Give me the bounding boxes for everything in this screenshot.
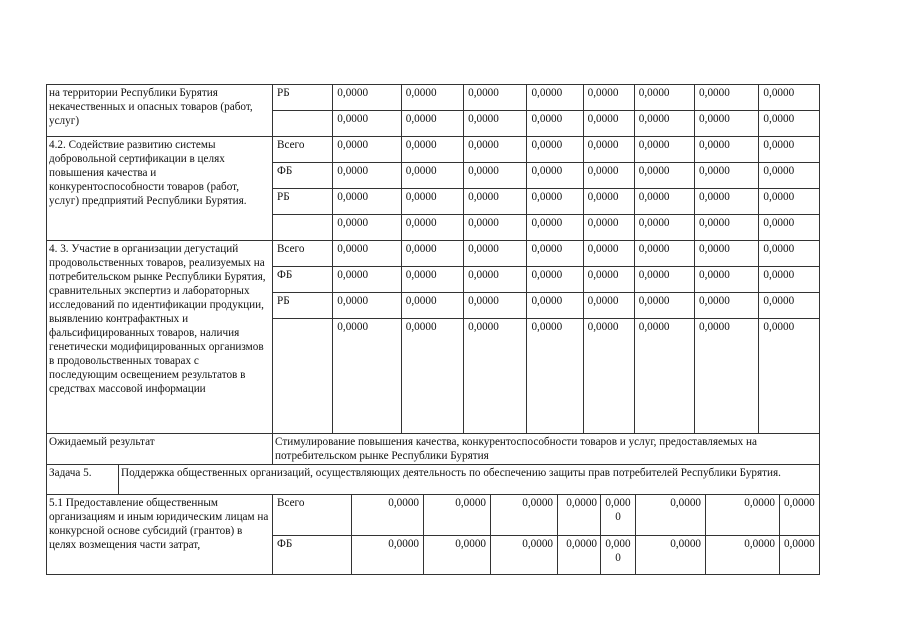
value-cell: 0,0000 (634, 111, 694, 137)
value-cell: 0,0000 (527, 293, 583, 319)
value-cell: 0,0000 (464, 215, 527, 241)
value-cell: 0,0000 (636, 495, 706, 535)
value-cell: 0,0000 (695, 163, 759, 189)
value-cell: 0,0000 (759, 189, 819, 215)
value-cell: 0,0000 (527, 163, 583, 189)
value-cell: 0,0000 (333, 293, 401, 319)
value-cell: 0,0000 (583, 319, 634, 434)
values-inner (273, 495, 819, 535)
value-cell: 0,0000 (634, 293, 694, 319)
funding-source: Всего (273, 137, 333, 163)
value-cell: 0,0000 (527, 137, 583, 163)
value-cell: 0,0000 (759, 319, 819, 434)
value-cell: 0,0000 (401, 137, 463, 163)
value-cell: 0,0000 (464, 319, 527, 434)
funding-source: ФБ (273, 536, 352, 574)
value-cell: 0,0000 (784, 538, 815, 550)
funding-source (273, 319, 333, 434)
values-container (273, 495, 820, 536)
activity-description: 4.2. Содействие развитию системы добровольной сертификации в целях повышения качества и конкурентоспособности товаров (работ, услуг) предприятий Республики Бурятия. (47, 137, 273, 241)
value-cell: 0,0000 (583, 215, 634, 241)
value-cell: 0,0000 (759, 137, 819, 163)
value-cell: 0,0000 (491, 495, 558, 535)
values-container (273, 536, 820, 575)
value-cell: 0,0000 (695, 215, 759, 241)
value-cell: 0,0000 (424, 536, 491, 574)
value-cell: 0,0000 (464, 267, 527, 293)
value-cell: 0,0000 (401, 85, 463, 111)
value-cell: 0,0000 (583, 293, 634, 319)
value-cell: 0,0000 (352, 495, 424, 535)
value-cell: 0,0000 (583, 267, 634, 293)
value-cell: 0,0000 (784, 497, 815, 509)
value-cell: 0,0000 (695, 137, 759, 163)
value-cell: 0,0000 (401, 267, 463, 293)
value-cell: 0,0000 (491, 536, 558, 574)
value-cell: 0,0000 (695, 85, 759, 111)
value-cell: 0,0000 (401, 215, 463, 241)
value-cell: 0,0000 (759, 241, 819, 267)
value-cell: 0,0000 (333, 137, 401, 163)
value-cell: 0,0000 (333, 319, 401, 434)
task-label: Задача 5. (47, 465, 119, 494)
value-cell: 0,0000 (583, 163, 634, 189)
value-cell: 0,0000 (634, 267, 694, 293)
value-cell: 0,0000 (333, 267, 401, 293)
value-cell: 0,0000 (583, 241, 634, 267)
expected-result-label: Ожидаемый результат (47, 434, 273, 465)
value-cell: 0,0000 (583, 189, 634, 215)
funding-source: ФБ (273, 267, 333, 293)
value-cell: 0,0000 (527, 215, 583, 241)
activity-description: 4. 3. Участие в организации дегустаций продовольственных товаров, реализуемых на потребительском рынке Республики Бурятия, сравнительных экспертиз и лабораторных исследований по идентификации продукции, выявлению контрафактных и фальсифицированных товаров, наличия генетически модифицированных организмов в продовольственных товарах с последующим освещением результатов в средствах массовой информации (47, 241, 273, 434)
value-cell: 0,0000 (527, 189, 583, 215)
value-cell: 0,0000 (333, 85, 401, 111)
value-cell: 0,0000 (333, 241, 401, 267)
expected-result-text: Стимулирование повышения качества, конкурентоспособности товаров и услуг, предоставляемых на потребительском рынке Республики Бурятия (273, 434, 820, 465)
funding-source: РБ (273, 189, 333, 215)
value-cell: 0,0000 (759, 293, 819, 319)
value-cell: 0,0000 (464, 293, 527, 319)
value-cell: 0,0000 (464, 189, 527, 215)
value-cell: 0,0000 (401, 189, 463, 215)
funding-source: Всего (273, 241, 333, 267)
value-cell: 0,0000 (634, 241, 694, 267)
activity-description: 5.1 Предоставление общественным организациям и иным юридическим лицам на конкурсной основе субсидий (грантов) в целях возмещения части затрат, (47, 495, 273, 575)
value-cell: 0,0000 (333, 111, 401, 137)
funding-source: Всего (273, 495, 352, 535)
value-cell: 0,0000 (333, 215, 401, 241)
value-cell: 0,0000 (695, 241, 759, 267)
value-cell: 0,0000 (333, 163, 401, 189)
value-cell: 0,0000 (401, 163, 463, 189)
task-inner (47, 465, 819, 494)
value-cell: 0,0000 (636, 536, 706, 574)
value-cell: 0,0000 (695, 293, 759, 319)
value-cell: 0,0000 (634, 189, 694, 215)
expected-result-row (47, 434, 820, 465)
funding-source (273, 215, 333, 241)
value-cell: 0,0000 (759, 163, 819, 189)
value-cell: 0,0000 (759, 111, 819, 137)
value-cell: 0,0000 (352, 536, 424, 574)
value-cell: 0,000 0 (601, 536, 636, 574)
value-cell: 0,0000 (583, 85, 634, 111)
value-cell: 0,0000 (401, 293, 463, 319)
budget-table (46, 84, 820, 575)
value-cell: 0,0000 (464, 241, 527, 267)
value-cell: 0,0000 (333, 189, 401, 215)
table-row (47, 495, 820, 536)
value-cell: 0,0000 (401, 319, 463, 434)
value-cell: 0,0000 (464, 163, 527, 189)
value-cell: 0,0000 (464, 111, 527, 137)
value-cell: 0,0000 (706, 495, 780, 535)
value-cell: 0,0000 (558, 495, 601, 535)
value-cell: 0,0000 (695, 267, 759, 293)
value-cell: 0,0000 (527, 241, 583, 267)
value-cell: 0,0000 (759, 85, 819, 111)
value-cell: 0,0000 (759, 215, 819, 241)
table-row (47, 241, 820, 267)
values-inner (273, 536, 819, 574)
value-cell: 0,0000 (401, 111, 463, 137)
value-cell: 0,0000 (634, 163, 694, 189)
value-cell: 0,0000 (634, 215, 694, 241)
funding-source: РБ (273, 85, 333, 111)
task-container (47, 465, 820, 495)
value-cell: 0,0000 (583, 137, 634, 163)
funding-source: РБ (273, 293, 333, 319)
task-row (47, 465, 820, 495)
value-cell: 0,0000 (634, 137, 694, 163)
value-cell: 0,0000 (401, 241, 463, 267)
value-cell: 0,0000 (527, 111, 583, 137)
value-cell: 0,0000 (695, 189, 759, 215)
value-cell: 0,0000 (527, 85, 583, 111)
value-cell: 0,0000 (464, 85, 527, 111)
value-cell: 0,0000 (706, 536, 780, 574)
funding-source (273, 111, 333, 137)
task-text: Поддержка общественных организаций, осуществляющих деятельность по обеспечению защиты прав потребителей Республики Бурятия. (121, 467, 781, 479)
activity-description: на территории Республики Бурятия некачественных и опасных товаров (работ, услуг) (47, 85, 273, 137)
table-row (47, 137, 820, 163)
value-cell: 0,000 0 (601, 495, 636, 535)
value-cell: 0,0000 (695, 319, 759, 434)
funding-source: ФБ (273, 163, 333, 189)
value-cell: 0,0000 (634, 85, 694, 111)
value-cell: 0,0000 (759, 267, 819, 293)
value-cell: 0,0000 (695, 111, 759, 137)
table-row (47, 85, 820, 111)
value-cell: 0,0000 (464, 137, 527, 163)
value-cell: 0,0000 (527, 267, 583, 293)
value-cell: 0,0000 (558, 536, 601, 574)
value-cell: 0,0000 (634, 319, 694, 434)
value-cell: 0,0000 (527, 319, 583, 434)
value-cell: 0,0000 (583, 111, 634, 137)
value-cell: 0,0000 (424, 495, 491, 535)
